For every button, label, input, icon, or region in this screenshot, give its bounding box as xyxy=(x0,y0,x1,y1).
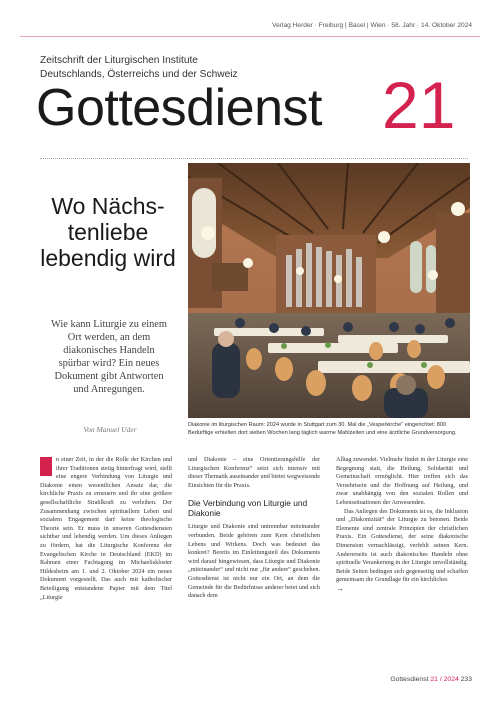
body-text: Liturgie und Diakonie sind untrennbar miteinander verbunden. Beide gehören zum Kern christlichen Lebens und Wirkens. Doch was bedeutet das konkret? Bereits im Einleitungsteil des Dokuments wird darauf hingewiesen, dass Liturgie und Diakonie „miteinander“ und nicht nur „für andere“ geschehen. Gottesdienst ist nicht nur ein Ort, an dem die Gemeinde für die Bedürfnisse anderer betet und sich danach dem xyxy=(188,523,320,600)
article-teaser: Wie kann Liturgie zu einem Ort werden, an dem diakonisches Handeln spürbar wird? Ein neues Dokument gibt Antworten und Anregungen. xyxy=(51,319,167,395)
article-column-3 xyxy=(336,456,468,595)
publisher-line: Verlag Herder · Freiburg | Basel | Wien · 58. Jahr · 14. Oktober 2024 xyxy=(272,22,472,29)
church-interior-photo xyxy=(188,163,470,418)
article-column-1 xyxy=(40,456,172,602)
subtitle-line-1: Zeitschrift der Liturgischen Institute xyxy=(40,55,198,66)
body-text: und Diakonie – eine Orientierungshilfe der Liturgischen Konferenz“ setzt sich intensiv mit dieser Thematik auseinander und bietet wegweisende Einsichten für die Praxis. xyxy=(188,456,321,489)
body-text: Alltag zuwendet. Vielmehr findet in der Liturgie eine Begegnung statt, die Heilung, Solidarität und Gemeinschaft ermöglicht. Hier treffen sich das Versehrtsein und die Hoffnung auf Heilung, und zwar unabhängig von den sozialen Rollen und Lebenssituationen der Anwesenden. xyxy=(336,456,468,506)
dropcap-block xyxy=(40,457,52,476)
footer-issue: 21 xyxy=(430,676,438,683)
page-number: 233 xyxy=(460,676,472,683)
body-text: Das Anliegen des Dokuments ist es, die Inklusion und „Diakonizität“ der Liturgie zu betonen. Beide Elemente sind zentrale Prinzipien der christlichen Praxis. Ein Gottesdienst, der seine diakonische Dimension vernachlässigt, verfehlt seinen Kern. Andererseits ist auch diakonisches Handeln ohne spirituelle Verankerung in der Liturgie unvollständig. Beide Seiten bedingen sich gegenseitig und schaffen gemeinsam die Grundlage für ein kirchliches xyxy=(336,507,468,584)
article-author: Von Manuel Uder xyxy=(83,425,137,434)
page-footer xyxy=(350,676,472,683)
footer-separator: / xyxy=(439,676,442,683)
subtitle-line-2: Deutschlands, Österreichs und der Schweiz xyxy=(40,69,238,80)
article-column-2 xyxy=(188,456,320,601)
footer-journal: Gottesdienst xyxy=(390,676,429,683)
section-heading: Die Verbindung von Liturgie und Diakonie xyxy=(188,498,308,519)
magazine-title: Gottesdienst xyxy=(36,79,322,137)
footer-year: 2024 xyxy=(443,676,459,683)
continue-arrow-icon: → xyxy=(336,583,344,593)
issue-number: 21 xyxy=(382,68,456,142)
dotted-divider xyxy=(40,158,468,159)
photo-caption: Diakonie im liturgischen Raum: 2024 wurde in Stuttgart zum 30. Mal die „Vesperkirche“ eingerichtet: 800 Bedürftige erhielten dort sieben Wochen lang täglich warme Mahlzeiten und eine ärztliche Grundversorgung. xyxy=(188,422,457,436)
body-text: n einer Zeit, in der die Rolle der Kirchen und ihrer Traditionen stetig hinterfragt wird, stellt eine engere Verbindung von Liturgie und Diakonie einen wesentlichen Ansatz dar, die kirchliche Praxis zu erneuern und ihr eine größere gesellschaftliche Strahlkraft zu verleihen. Der Zusammenhang zwischen spirituellem Leben und sozialem Engagement darf keine theologische Theorie sein. Er muss in unseren Gottesdiensten sichtbar und lebendig werden. Um dieses Anliegen zu fördern, hat die Liturgische Konferenz der Evangelischen Kirche in Deutschland (EKD) im Rahmen einer Fachtagung im Michaeliskloster Hildesheim am 1. und 2. Oktober 2024 ein neues Dokument vorgestellt. Das auch mit katholischer Beteiligung entstandene Papier mit dem Titel „Liturgie xyxy=(40,456,172,601)
article-headline: Wo Nächs-tenliebe lebendig wird xyxy=(40,193,176,271)
top-rule xyxy=(20,36,480,37)
